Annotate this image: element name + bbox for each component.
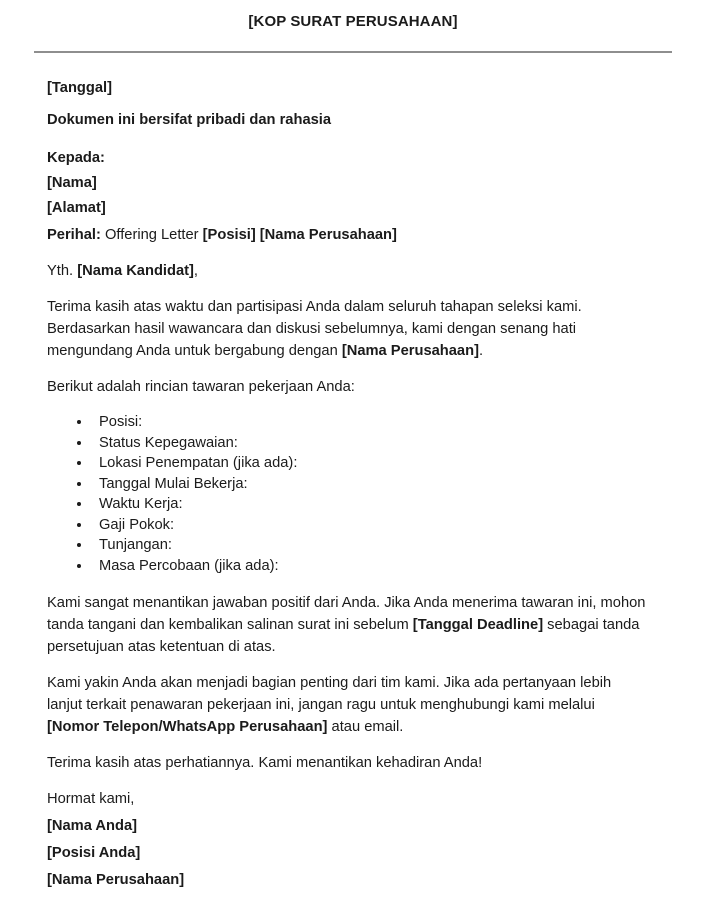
offer-detail-item: • Tunjangan: — [92, 535, 650, 556]
letterhead — [0, 0, 706, 53]
recipient-block — [47, 146, 650, 221]
offer-detail-item: • Waktu Kerja: — [92, 494, 650, 515]
closing-line: Terima kasih atas perhatiannya. Kami menantikan kehadiran Anda! — [47, 755, 483, 771]
signature-name: [Nama Anda] — [47, 818, 138, 834]
contact-part1: Kami yakin Anda akan menjadi bagian penting dari tim kami. Jika ada pertanyaan lebih lanjut terkait penawaran pekerjaan ini, jangan ragu untuk menghubungi kami melalui — [47, 675, 612, 713]
perihal-bold: [Posisi] [Nama Perusahaan] — [202, 227, 397, 243]
acceptance-deadline: [Tanggal Deadline] — [412, 617, 544, 633]
salutation-prefix: Yth. — [47, 263, 78, 279]
intro-part1: Terima kasih atas waktu dan partisipasi Anda dalam seluruh tahapan seleksi kami. Berdasarkan hasil wawancara dan diskusi sebelumnya, kami dengan senang hati mengundang Anda untuk bergabung dengan — [47, 299, 582, 359]
offer-detail-item: • Gaji Pokok: — [92, 515, 650, 536]
perihal-regular: Offering Letter — [100, 227, 203, 243]
recipient-alamat: [Alamat] — [47, 200, 106, 216]
offer-detail-item: • Status Kepegawaian: — [92, 433, 650, 454]
intro-company: [Nama Perusahaan] — [341, 343, 479, 359]
salutation-name: [Nama Kandidat] — [77, 263, 194, 279]
letter-body — [0, 53, 706, 891]
perihal-line — [47, 224, 650, 246]
signature-title: [Posisi Anda] — [47, 845, 141, 861]
contact-paragraph — [47, 672, 650, 738]
letterhead-title: [KOP SURAT PERUSAHAAN] — [248, 13, 458, 30]
acceptance-part1: Kami sangat menantikan jawaban positif dari Anda. Jika Anda menerima tawaran ini, mohon tanda tangani dan kembalikan salinan surat ini sebelum — [47, 595, 646, 633]
contact-phone: [Nomor Telepon/WhatsApp Perusahaan] — [47, 719, 328, 735]
recipient-nama: [Nama] — [47, 175, 97, 191]
salutation-line — [47, 260, 650, 282]
offer-detail-item: • Lokasi Penempatan (jika ada): — [92, 453, 650, 474]
salutation-suffix: , — [193, 263, 199, 279]
acceptance-paragraph — [47, 592, 650, 658]
signoff-line: Hormat kami, — [47, 791, 135, 807]
recipient-kepada: Kepada: — [47, 150, 105, 166]
signature-company: [Nama Perusahaan] — [47, 872, 185, 888]
intro-paragraph — [47, 296, 650, 362]
offer-detail-item: • Posisi: — [92, 412, 650, 433]
intro-part2: . — [478, 343, 484, 359]
details-intro-line: Berikut adalah rincian tawaran pekerjaan Anda: — [47, 379, 355, 395]
confidential-line: Dokumen ini bersifat pribadi dan rahasia — [47, 112, 332, 128]
offer-details-list — [47, 412, 650, 576]
perihal-label: Perihal: — [47, 227, 101, 243]
acceptance-part2: sebagai tanda persetujuan atas ketentuan di atas. — [47, 617, 640, 655]
date-line: [Tanggal] — [47, 80, 112, 96]
offer-detail-item: • Tanggal Mulai Bekerja: — [92, 474, 650, 495]
offer-detail-item: • Masa Percobaan (jika ada): — [92, 556, 650, 577]
contact-part2: atau email. — [327, 719, 404, 735]
